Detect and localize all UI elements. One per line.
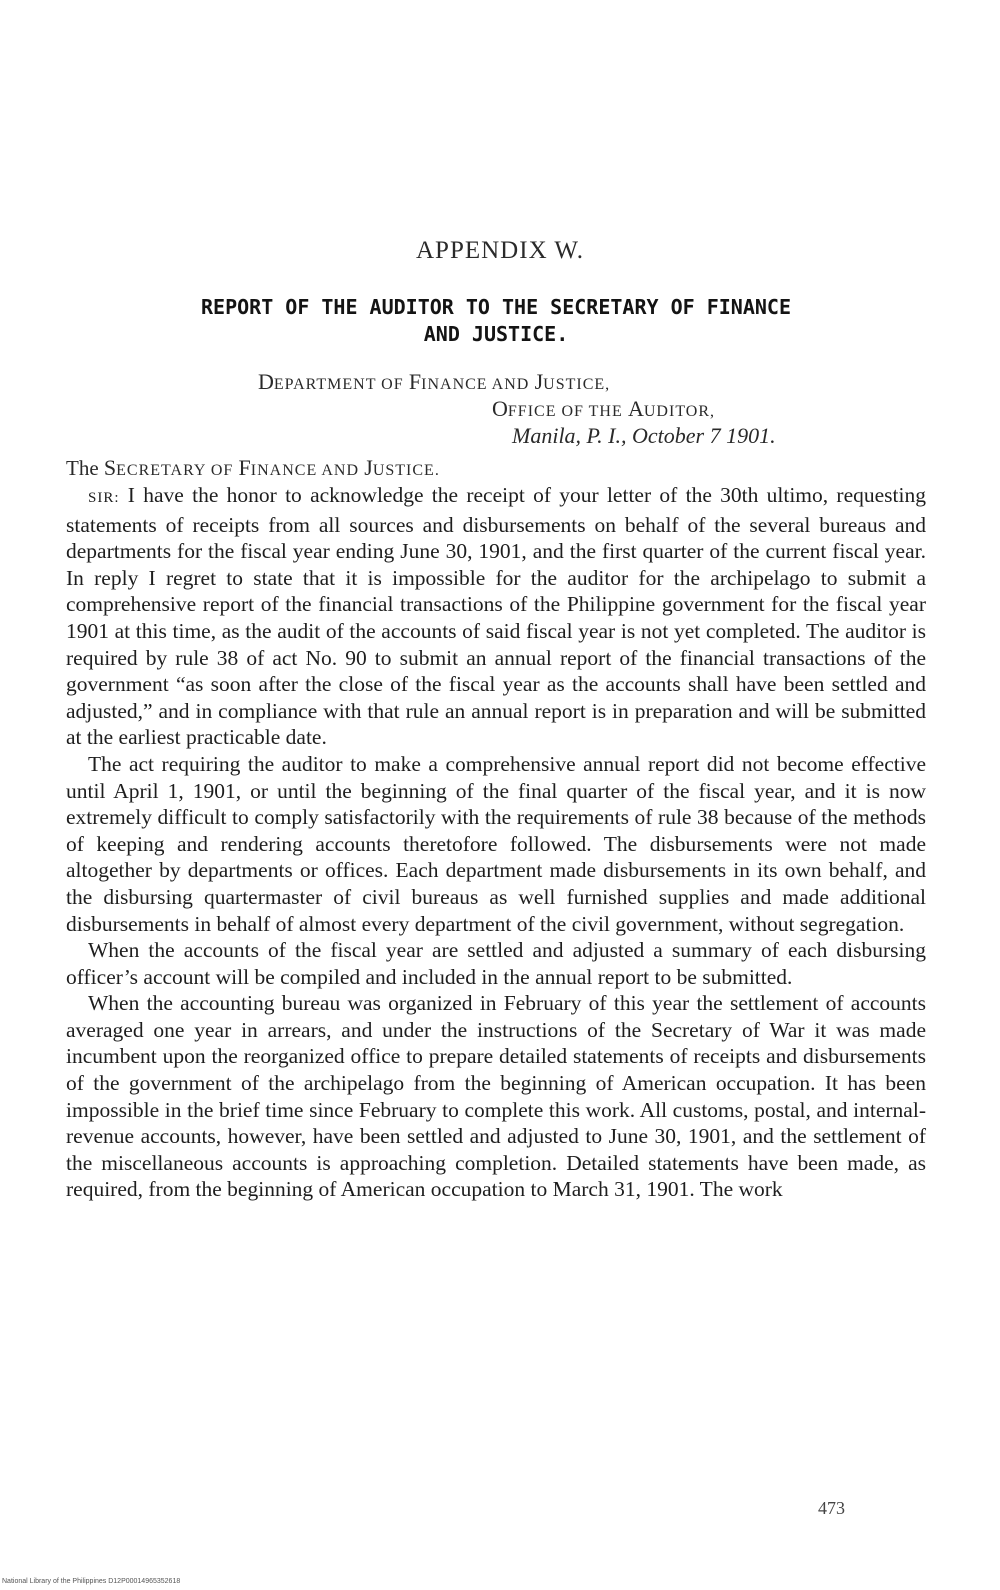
letterhead-office: OFFICE OF THE AUDITOR,	[492, 396, 716, 421]
letterhead-place-date: Manila, P. I., October 7 1901.	[512, 423, 776, 448]
report-title	[66, 294, 926, 348]
paragraph-3: When the accounts of the fiscal year are settled and adjusted a summary of each disbursing officer’s account will be compiled and included in the annual report to be submitted.	[66, 938, 926, 989]
report-title-line-2: AND JUSTICE.	[423, 322, 569, 346]
letterhead-department: DEPARTMENT OF FINANCE AND JUSTICE,	[258, 369, 611, 394]
salutation: The SECRETARY OF FINANCE AND JUSTICE.	[66, 455, 440, 480]
paragraph-4: When the accounting bureau was organized in February of this year the settlement of accounts averaged one year in arrears, and under the instructions of the Secretary of War it was made incumbent upon the reorganized office to prepare detailed statements of receipts and disbursements of the government of the archipelago from the beginning of American occupation. It has been impossible in the brief time since February to complete this work. All customs, postal, and internal-revenue accounts, however, have been settled and adjusted to June 30, 1901, and the settlement of the miscellaneous accounts is approaching completion. Detailed statements have been made, as required, from the beginning of American occupation to March 31, 1901. The work	[66, 991, 926, 1202]
library-footer: National Library of the Philippines D12P00014965352618	[2, 1578, 181, 1585]
appendix-heading: APPENDIX W.	[416, 237, 584, 264]
letter-body	[66, 482, 926, 1203]
sir-label: SIR:	[88, 490, 120, 506]
report-title-line-1: REPORT OF THE AUDITOR TO THE SECRETARY OF FINANCE	[200, 295, 791, 319]
paragraph-1: SIR: I have the honor to acknowledge the receipt of your letter of the 30th ultimo, requesting statements of receipts from all sources and disbursements on behalf of the several bureaus and departments for the fiscal year ending June 30, 1901, and the first quarter of the current fiscal year. In reply I regret to state that it is impossible for the auditor for the archipelago to submit a comprehensive report of the financial transactions of the Philippine government for the fiscal year 1901 at this time, as the audit of the accounts of said fiscal year is not yet completed. The auditor is required by rule 38 of act No. 90 to submit an annual report of the financial transactions of the government “as soon after the close of the fiscal year as the accounts shall have been settled and adjusted,” and in compliance with that rule an annual report is in preparation and will be submitted at the earliest practicable date.	[66, 483, 926, 750]
page-number: 473	[818, 1498, 845, 1518]
paragraph-2: The act requiring the auditor to make a comprehensive annual report did not become effective until April 1, 1901, or until the beginning of the final quarter of the fiscal year, and it is now extremely difficult to comply satisfactorily with the requirements of rule 38 because of the methods of keeping and rendering accounts theretofore followed. The disbursements were not made altogether by departments or offices. Each department made disbursements in its own behalf, and the disbursing quartermaster of civil bureaus as well furnished supplies and made additional disbursements in behalf of almost every department of the civil government, without segregation.	[66, 751, 926, 936]
